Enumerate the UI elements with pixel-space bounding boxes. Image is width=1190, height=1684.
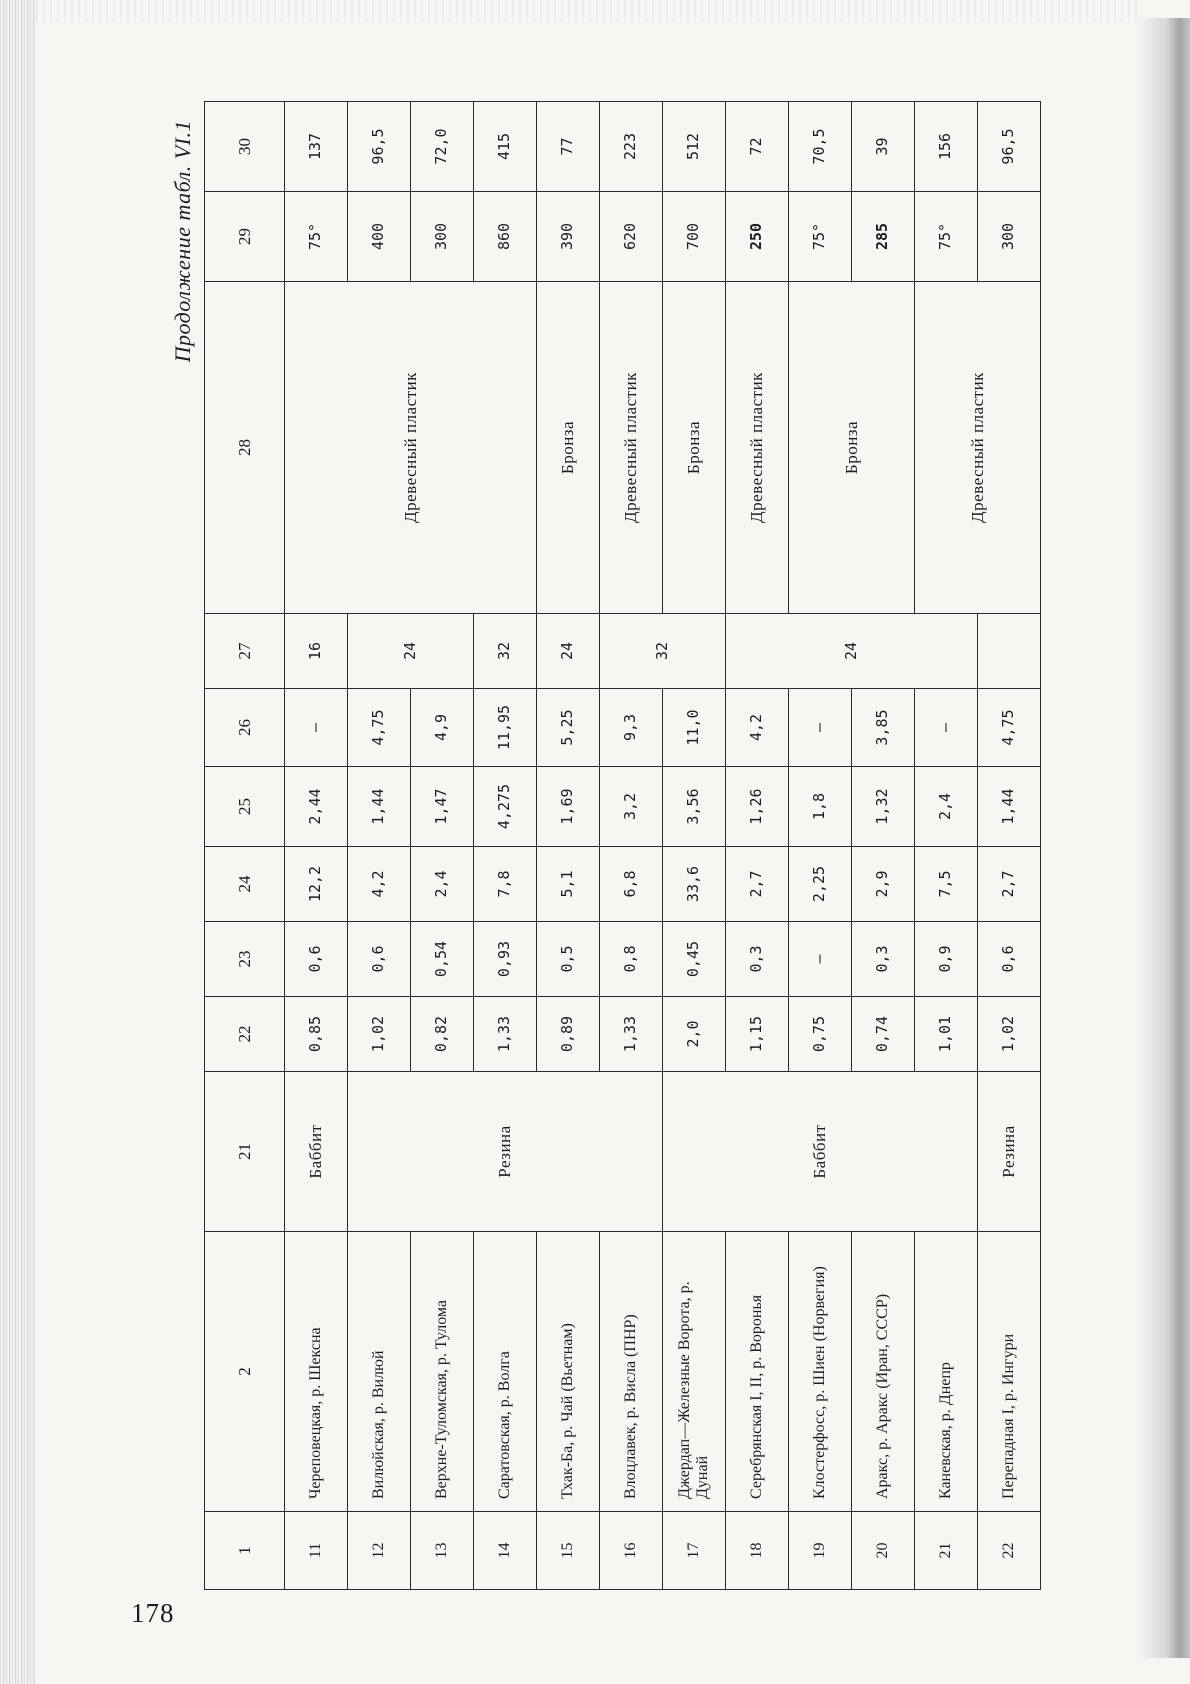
station-name: Верхне-Туломская, р. Тулома	[411, 1232, 474, 1512]
cell-24: 33,6	[663, 847, 726, 922]
cell-30: 39	[852, 102, 915, 192]
cell-25: 1,8	[789, 767, 852, 847]
cell-30: 72,0	[411, 102, 474, 192]
bearing-material-21: Баббит	[663, 1072, 978, 1232]
cell-24: 7,5	[915, 847, 978, 922]
cell-24: 7,8	[474, 847, 537, 922]
cell-29: 400	[348, 192, 411, 282]
cell-25: 1,32	[852, 767, 915, 847]
table-row	[537, 102, 600, 1590]
scan-edge-right	[1138, 18, 1190, 1658]
station-name: Влоцлавек, р. Висла (ПНР)	[600, 1232, 663, 1512]
station-name: Вилюйская, р. Вилюй	[348, 1232, 411, 1512]
row-number: 16	[600, 1512, 663, 1590]
cell-22: 1,02	[978, 997, 1041, 1072]
station-name: Саратовская, р. Волга	[474, 1232, 537, 1512]
cell-29: 300	[978, 192, 1041, 282]
cell-26: 11,95	[474, 689, 537, 767]
table-row	[285, 102, 348, 1590]
table-row	[726, 102, 789, 1590]
header-cell: 28	[205, 282, 285, 614]
row-number: 13	[411, 1512, 474, 1590]
cell-30: 72	[726, 102, 789, 192]
cell-25: 1,44	[348, 767, 411, 847]
station-name: Клостерфосс, р. Шиен (Норвегия)	[789, 1232, 852, 1512]
page-number: 178	[131, 1598, 175, 1628]
cell-25: 1,44	[978, 767, 1041, 847]
cell-23: 0,6	[348, 922, 411, 997]
cell-22: 0,82	[411, 997, 474, 1072]
cell-25: 2,4	[915, 767, 978, 847]
cell-30: 156	[915, 102, 978, 192]
row-number: 22	[978, 1512, 1041, 1590]
cell-25: 1,47	[411, 767, 474, 847]
station-name: Череповецкая, р. Шексна	[285, 1232, 348, 1512]
cell-29: 860	[474, 192, 537, 282]
row-number: 11	[285, 1512, 348, 1590]
cell-23: 0,6	[285, 922, 348, 997]
cell-30: 223	[600, 102, 663, 192]
cell-26: —	[789, 689, 852, 767]
header-cell: 27	[205, 614, 285, 689]
cell-26: 11,0	[663, 689, 726, 767]
cell-29: 620	[600, 192, 663, 282]
row-number: 20	[852, 1512, 915, 1590]
bearing-material-21: Резина	[978, 1072, 1041, 1232]
cell-24: 2,25	[789, 847, 852, 922]
row-number: 15	[537, 1512, 600, 1590]
cell-22: 1,33	[474, 997, 537, 1072]
cell-24: 5,1	[537, 847, 600, 922]
header-cell: 24	[205, 847, 285, 922]
rotated-table-page	[164, 100, 1084, 1590]
cell-30: 137	[285, 102, 348, 192]
cell-24: 4,2	[348, 847, 411, 922]
cell-23: —	[789, 922, 852, 997]
cell-24: 6,8	[600, 847, 663, 922]
cell-27: 24	[726, 614, 978, 689]
cell-26: 4,75	[978, 689, 1041, 767]
cell-25: 1,69	[537, 767, 600, 847]
material-28: Древесный пластик	[726, 282, 789, 614]
cell-29: 75°	[915, 192, 978, 282]
cell-30: 512	[663, 102, 726, 192]
scan-edge-left	[0, 0, 36, 1684]
cell-29: 250	[726, 192, 789, 282]
bearing-material-21: Резина	[348, 1072, 663, 1232]
cell-23: 0,54	[411, 922, 474, 997]
cell-30: 415	[474, 102, 537, 192]
cell-29: 75°	[285, 192, 348, 282]
cell-25: 1,26	[726, 767, 789, 847]
header-cell: 21	[205, 1072, 285, 1232]
cell-30: 96,5	[978, 102, 1041, 192]
cell-25: 2,44	[285, 767, 348, 847]
cell-24: 2,4	[411, 847, 474, 922]
cell-24: 2,7	[726, 847, 789, 922]
cell-29: 75°	[789, 192, 852, 282]
cell-30: 77	[537, 102, 600, 192]
cell-26: 3,85	[852, 689, 915, 767]
cell-26: 9,3	[600, 689, 663, 767]
header-cell: 2	[205, 1232, 285, 1512]
cell-22: 0,89	[537, 997, 600, 1072]
cell-27: 32	[474, 614, 537, 689]
cell-26: —	[915, 689, 978, 767]
bearing-material-21: Баббит	[285, 1072, 348, 1232]
cell-30: 70,5	[789, 102, 852, 192]
material-28: Бронза	[537, 282, 600, 614]
cell-24: 12,2	[285, 847, 348, 922]
cell-22: 1,15	[726, 997, 789, 1072]
station-name: Серебрянская I, II, р. Воронья	[726, 1232, 789, 1512]
cell-27: 16	[285, 614, 348, 689]
station-name: Тхак-Ба, р. Чай (Вьетнам)	[537, 1232, 600, 1512]
material-28: Бронза	[789, 282, 915, 614]
cell-24: 2,7	[978, 847, 1041, 922]
cell-23: 0,93	[474, 922, 537, 997]
cell-22: 1,02	[348, 997, 411, 1072]
header-cell: 23	[205, 922, 285, 997]
header-cell: 1	[205, 1512, 285, 1590]
cell-22: 2,0	[663, 997, 726, 1072]
cell-29: 390	[537, 192, 600, 282]
cell-27: 32	[600, 614, 726, 689]
material-28: Древесный пластик	[600, 282, 663, 614]
material-28: Древесный пластик	[285, 282, 537, 614]
cell-25: 4,275	[474, 767, 537, 847]
table-caption: Продолжение табл. VI.1	[170, 120, 195, 363]
header-cell: 29	[205, 192, 285, 282]
row-number: 17	[663, 1512, 726, 1590]
header-row	[205, 102, 285, 1590]
cell-26: —	[285, 689, 348, 767]
cell-24: 2,9	[852, 847, 915, 922]
row-number: 19	[789, 1512, 852, 1590]
cell-23: 0,9	[915, 922, 978, 997]
station-name: Джердап—Железные Ворота, р. Дунай	[663, 1232, 726, 1512]
cell-23: 0,6	[978, 922, 1041, 997]
cell-23: 0,3	[852, 922, 915, 997]
cell-22: 1,33	[600, 997, 663, 1072]
cell-27: 24	[348, 614, 474, 689]
station-name: Аракс, р. Аракс (Иран, СССР)	[852, 1232, 915, 1512]
station-name: Каневская, р. Днепр	[915, 1232, 978, 1512]
row-number: 18	[726, 1512, 789, 1590]
table-row	[789, 102, 852, 1590]
table-row	[915, 102, 978, 1590]
cell-25: 3,56	[663, 767, 726, 847]
header-cell: 26	[205, 689, 285, 767]
cell-23: 0,3	[726, 922, 789, 997]
cell-22: 0,75	[789, 997, 852, 1072]
data-table	[204, 101, 1041, 1590]
cell-26: 4,2	[726, 689, 789, 767]
cell-26: 4,75	[348, 689, 411, 767]
cell-22: 1,01	[915, 997, 978, 1072]
cell-29: 300	[411, 192, 474, 282]
table-row	[663, 102, 726, 1590]
header-cell: 22	[205, 997, 285, 1072]
row-number: 14	[474, 1512, 537, 1590]
scan-edge-top	[36, 0, 1138, 22]
row-number: 12	[348, 1512, 411, 1590]
cell-29: 700	[663, 192, 726, 282]
cell-22: 0,74	[852, 997, 915, 1072]
cell-30: 96,5	[348, 102, 411, 192]
cell-23: 0,45	[663, 922, 726, 997]
cell-26: 5,25	[537, 689, 600, 767]
cell-22: 0,85	[285, 997, 348, 1072]
material-28: Древесный пластик	[915, 282, 1041, 614]
cell-25: 3,2	[600, 767, 663, 847]
cell-23: 0,8	[600, 922, 663, 997]
cell-27-empty	[978, 614, 1041, 689]
cell-29: 285	[852, 192, 915, 282]
header-cell: 30	[205, 102, 285, 192]
cell-26: 4,9	[411, 689, 474, 767]
table-row	[600, 102, 663, 1590]
cell-27: 24	[537, 614, 600, 689]
header-cell: 25	[205, 767, 285, 847]
station-name: Перепадная I, р. Ингури	[978, 1232, 1041, 1512]
cell-23: 0,5	[537, 922, 600, 997]
material-28: Бронза	[663, 282, 726, 614]
row-number: 21	[915, 1512, 978, 1590]
